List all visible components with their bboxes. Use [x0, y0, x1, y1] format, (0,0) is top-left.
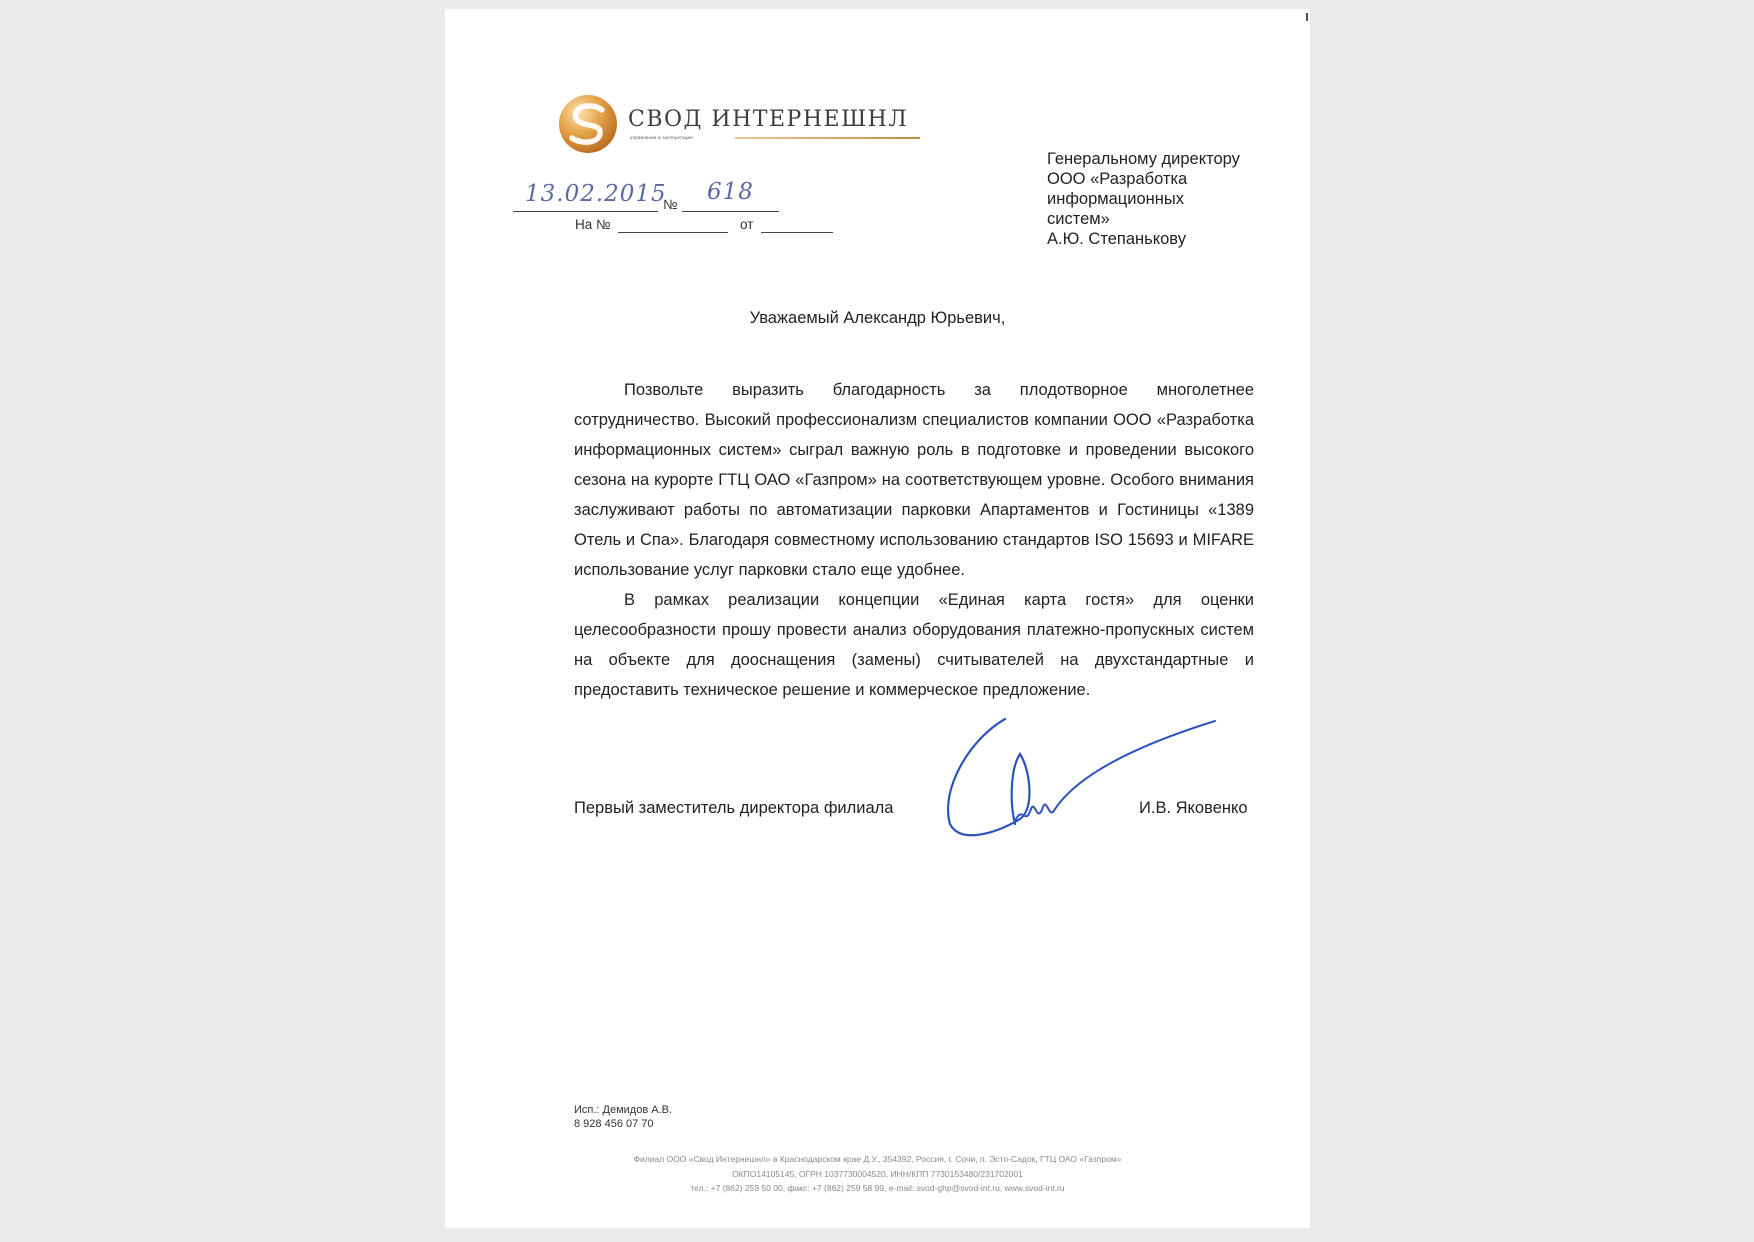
footer-line: тел.: +7 (862) 259 50 00, факс: +7 (862) 259 58 99, e-mail: svod-ghp@svod-int.ru, www.svod-int.ru [690, 1183, 1065, 1193]
footer-line: ОКПО14105145, ОГРН 1037730004520, ИНН/КПП 7730153480/231702001 [732, 1168, 1023, 1179]
ref-number-label: На № [575, 217, 611, 232]
body-paragraph: Позвольте выразить благодарность за плодотворное многолетнее сотрудничество. Высокий профессионализм специалистов компании ООО «Разработка информационных систем» сыграл важную роль в подготовке и проведении высокого сезона на курорте ГТЦ ОАО «Газпром» на соответствующем уровне. Особого внимания заслуживают работы по автоматизации парковки Апартаментов и Гостиницы «1389 Отель и Спа». Благодаря совместному использованию стандартов ISO 15693 и MIFARE использование услуг парковки стало еще удобнее. [574, 381, 1254, 579]
number-label: № [663, 197, 678, 212]
addressee-block [1047, 149, 1277, 249]
signatory-name: И.В. Яковенко [1139, 799, 1248, 817]
body-paragraph: В рамках реализации концепции «Единая карта гостя» для оценки целесообразности прошу провести анализ оборудования платежно-пропускных систем на объекте для дооснащения (замены) считывателей на двухстандартные и предоставить техническое решение и коммерческое предложение. [574, 591, 1254, 699]
scan-mark [1306, 13, 1308, 21]
letter-body [574, 375, 1254, 705]
letterhead-footer [445, 1152, 1310, 1196]
ref-date-underline [761, 232, 833, 233]
date-underline [513, 211, 658, 212]
number-underline [682, 211, 779, 212]
executor-name: Исп.: Демидов А.В. [574, 1104, 673, 1116]
company-logo-icon [558, 94, 618, 154]
addressee-line: систем» [1047, 210, 1110, 228]
outgoing-date: 13.02.2015 [525, 181, 667, 207]
handwritten-signature-icon [925, 709, 1245, 849]
company-name: СВОД ИНТЕРНЕШНЛ [628, 107, 909, 132]
addressee-line: ООО «Разработка [1047, 170, 1188, 188]
executor-phone: 8 928 456 07 70 [574, 1118, 654, 1130]
letter-page [445, 9, 1310, 1228]
addressee-line: информационных [1047, 190, 1184, 208]
logo-divider [735, 137, 920, 139]
addressee-line: Генеральному директору [1047, 150, 1240, 168]
ref-number-underline [618, 232, 728, 233]
company-subtitle: управление и эксплуатация [630, 135, 693, 140]
signatory-position: Первый заместитель директора филиала [574, 799, 894, 817]
outgoing-number: 618 [707, 179, 754, 205]
salutation: Уважаемый Александр Юрьевич, [749, 309, 1006, 327]
ref-date-label: от [740, 217, 754, 232]
executor-block [574, 1103, 672, 1131]
addressee-line: А.Ю. Степанькову [1047, 230, 1186, 248]
footer-line: Филиал ООО «Свод Интернешнл» в Краснодарском крае Д.У., 354392, Россия, г. Сочи, п. Эсто-Садок, ГТЦ ОАО «Газпром» [633, 1154, 1122, 1164]
